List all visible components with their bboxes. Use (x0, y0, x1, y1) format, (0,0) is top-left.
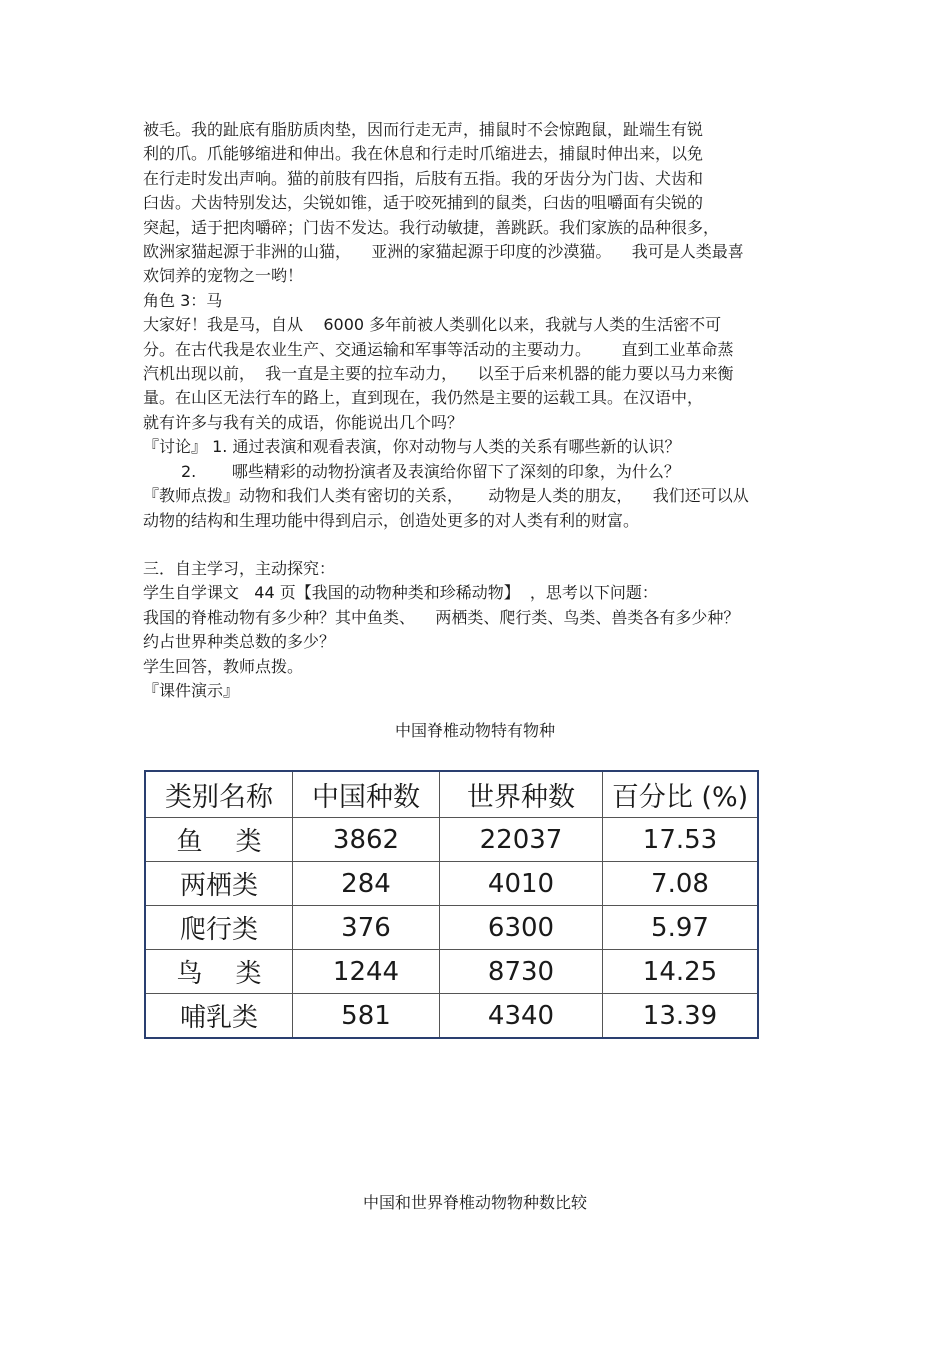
bottom-caption: 中国和世界脊椎动物物种数比较 (362, 1193, 587, 1212)
teacher-note-line: 『教师点拨』动物和我们人类有密切的关系， 动物是人类的朋友， 我们还可以从 (143, 486, 749, 506)
cell-world: 6300 (440, 906, 603, 950)
cell-category: 爬行类 (145, 906, 293, 950)
cell-world: 4340 (440, 994, 603, 1039)
table-row (145, 994, 758, 1039)
text-line: 欢饲养的宠物之一哟！ (143, 266, 304, 286)
text-line: 突起，适于把肉嚼碎；门齿不发达。我行动敏捷，善跳跃。我们家族的品种很多， (143, 217, 720, 237)
table-row (145, 906, 758, 950)
table-caption: 中国脊椎动物特有物种 (394, 721, 555, 740)
text-line: 『课件演示』 (143, 680, 240, 700)
species-table (144, 770, 759, 1039)
cell-category: 鱼 类 (145, 818, 293, 862)
discussion-line-2: 2. 哪些精彩的动物扮演者及表演给你留下了深刻的印象，为什么？ (181, 461, 680, 481)
cell-china: 376 (293, 906, 440, 950)
table-row (145, 950, 758, 994)
cell-world: 22037 (440, 818, 603, 862)
text-line: 臼齿。犬齿特别发达，尖锐如锥，适于咬死捕到的鼠类，臼齿的咀嚼面有尖锐的 (143, 193, 704, 213)
cell-category: 哺乳类 (145, 994, 293, 1039)
paragraph-block-2 (143, 557, 813, 703)
cell-china: 1244 (293, 950, 440, 994)
cell-world: 4010 (440, 862, 603, 906)
cell-percent: 5.97 (603, 906, 759, 950)
text-line: 欧洲家猫起源于非洲的山猫， 亚洲的家猫起源于印度的沙漠猫。 我可是人类最喜 (143, 242, 744, 262)
text-line: 学生自学课文 44 页【我国的动物种类和珍稀动物】 ，思考以下问题： (143, 583, 658, 603)
cell-percent: 7.08 (603, 862, 759, 906)
text-line: 约占世界种类总数的多少？ (143, 632, 336, 652)
text-line: 就有许多与我有关的成语，你能说出几个吗？ (143, 412, 464, 432)
cell-china: 581 (293, 994, 440, 1039)
header-category: 类别名称 (145, 771, 293, 818)
cell-china: 284 (293, 862, 440, 906)
cell-percent: 17.53 (603, 818, 759, 862)
cell-category: 两栖类 (145, 862, 293, 906)
spacer (143, 533, 813, 557)
table-row (145, 818, 758, 862)
section-heading: 三．自主学习，主动探究： (143, 558, 336, 578)
cell-china: 3862 (293, 818, 440, 862)
text-line: 分。在古代我是农业生产、交通运输和军事等活动的主要动力。 直到工业革命蒸 (143, 339, 734, 359)
document-body (143, 118, 813, 703)
text-line: 利的爪。爪能够缩进和伸出。我在休息和行走时爪缩进去，捕鼠时伸出来，以免 (143, 144, 704, 164)
text-line: 我国的脊椎动物有多少种？其中鱼类、 两栖类、爬行类、鸟类、兽类各有多少种？ (143, 607, 740, 627)
teacher-note-line: 动物的结构和生理功能中得到启示，创造处更多的对人类有利的财富。 (143, 510, 640, 530)
header-china: 中国种数 (293, 771, 440, 818)
header-percent: 百分比 (%) (603, 771, 759, 818)
table-row (145, 862, 758, 906)
header-world: 世界种数 (440, 771, 603, 818)
text-line: 大家好！我是马，自从 6000 多年前被人类驯化以来，我就与人类的生活密不可 (143, 315, 722, 335)
cell-percent: 14.25 (603, 950, 759, 994)
text-line: 量。在山区无法行车的路上，直到现在，我仍然是主要的运载工具。在汉语中， (143, 388, 704, 408)
role-heading: 角色 3：马 (143, 290, 223, 310)
cell-world: 8730 (440, 950, 603, 994)
text-line: 在行走时发出声响。猫的前肢有四指，后肢有五指。我的牙齿分为门齿、犬齿和 (143, 168, 704, 188)
cell-category: 鸟 类 (145, 950, 293, 994)
text-line: 学生回答，教师点拨。 (143, 656, 304, 676)
table-header-row (145, 771, 758, 818)
discussion-line-1: 『讨论』 1. 通过表演和观看表演，你对动物与人类的关系有哪些新的认识？ (143, 437, 681, 457)
paragraph-block-1 (143, 118, 813, 533)
text-line: 汽机出现以前， 我一直是主要的拉车动力， 以至于后来机器的能力要以马力来衡 (143, 364, 734, 384)
cell-percent: 13.39 (603, 994, 759, 1039)
text-line: 被毛。我的趾底有脂肪质肉垫，因而行走无声，捕鼠时不会惊跑鼠，趾端生有锐 (143, 120, 704, 139)
